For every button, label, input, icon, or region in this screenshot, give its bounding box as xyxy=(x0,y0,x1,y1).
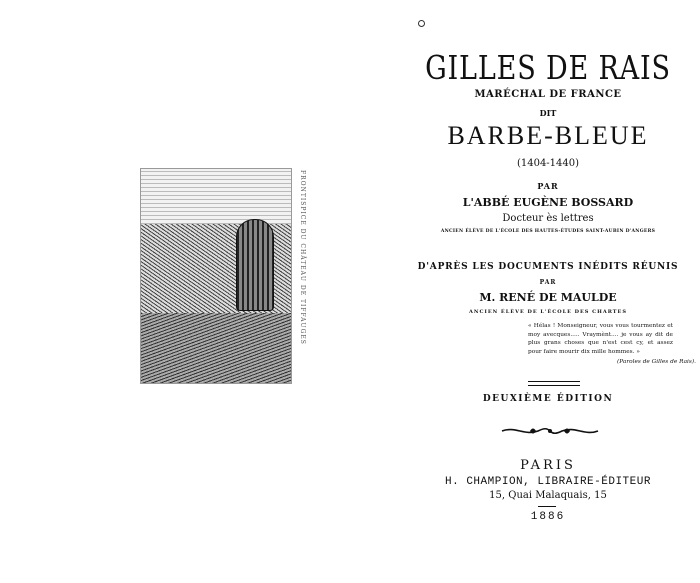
edition-label: DEUXIÈME ÉDITION xyxy=(482,394,614,404)
life-dates: (1404-1440) xyxy=(516,158,580,169)
paper-speck xyxy=(418,20,425,27)
city: PARIS xyxy=(520,458,576,473)
short-rule xyxy=(538,506,556,507)
co-author-former-school: ANCIEN ÉLÈVE DE L'ÉCOLE DES CHARTES xyxy=(469,309,627,315)
fleuron-ornament xyxy=(500,424,600,438)
co-author-name: M. RENÉ DE MAULDE xyxy=(479,291,617,304)
par-label-1: PAR xyxy=(537,181,559,191)
documents-line: D'APRÈS LES DOCUMENTS INÉDITS RÉUNIS xyxy=(417,262,679,272)
alias-title: BARBE-BLEUE xyxy=(447,121,649,150)
author-former-school: ANCIEN ÉLÈVE DE L'ÉCOLE DES HAUTES-ÉTUDES SAINT-AUBIN D'ANGERS xyxy=(440,229,656,234)
author-name: L'ABBÉ EUGÈNE BOSSARD xyxy=(462,196,634,209)
engraving-ground xyxy=(141,313,291,383)
subtitle: MARÉCHAL DE FRANCE xyxy=(474,89,622,100)
author-degree: Docteur ès lettres xyxy=(502,213,594,224)
main-title: GILLES DE RAIS xyxy=(425,48,671,87)
par-label-2: PAR xyxy=(539,279,557,286)
engraving-sky xyxy=(141,169,291,224)
publisher-address: 15, Quai Malaquais, 15 xyxy=(489,490,607,501)
epigraph-attribution: (Paroles de Gilles de Rais). xyxy=(616,359,696,365)
dit-label: DIT xyxy=(539,108,557,118)
plate-caption: FRONTISPICE DU CHÂTEAU DE TIFFAUGES xyxy=(299,170,306,345)
double-rule xyxy=(528,381,580,386)
engraving-castle-tower xyxy=(236,219,274,311)
publisher: H. CHAMPION, LIBRAIRE-ÉDITEUR xyxy=(445,476,651,488)
frontispiece-engraving xyxy=(140,168,292,384)
publication-year: 1886 xyxy=(530,511,566,523)
epigraph: « Hélas ! Monseigneur, vous vous tourmentez et moy avecques..... Vraymènt.... je vous ay dit de plus grans choses que n'est cest cy, et assez pour faire mourir dix mille hommes. » xyxy=(528,323,673,355)
